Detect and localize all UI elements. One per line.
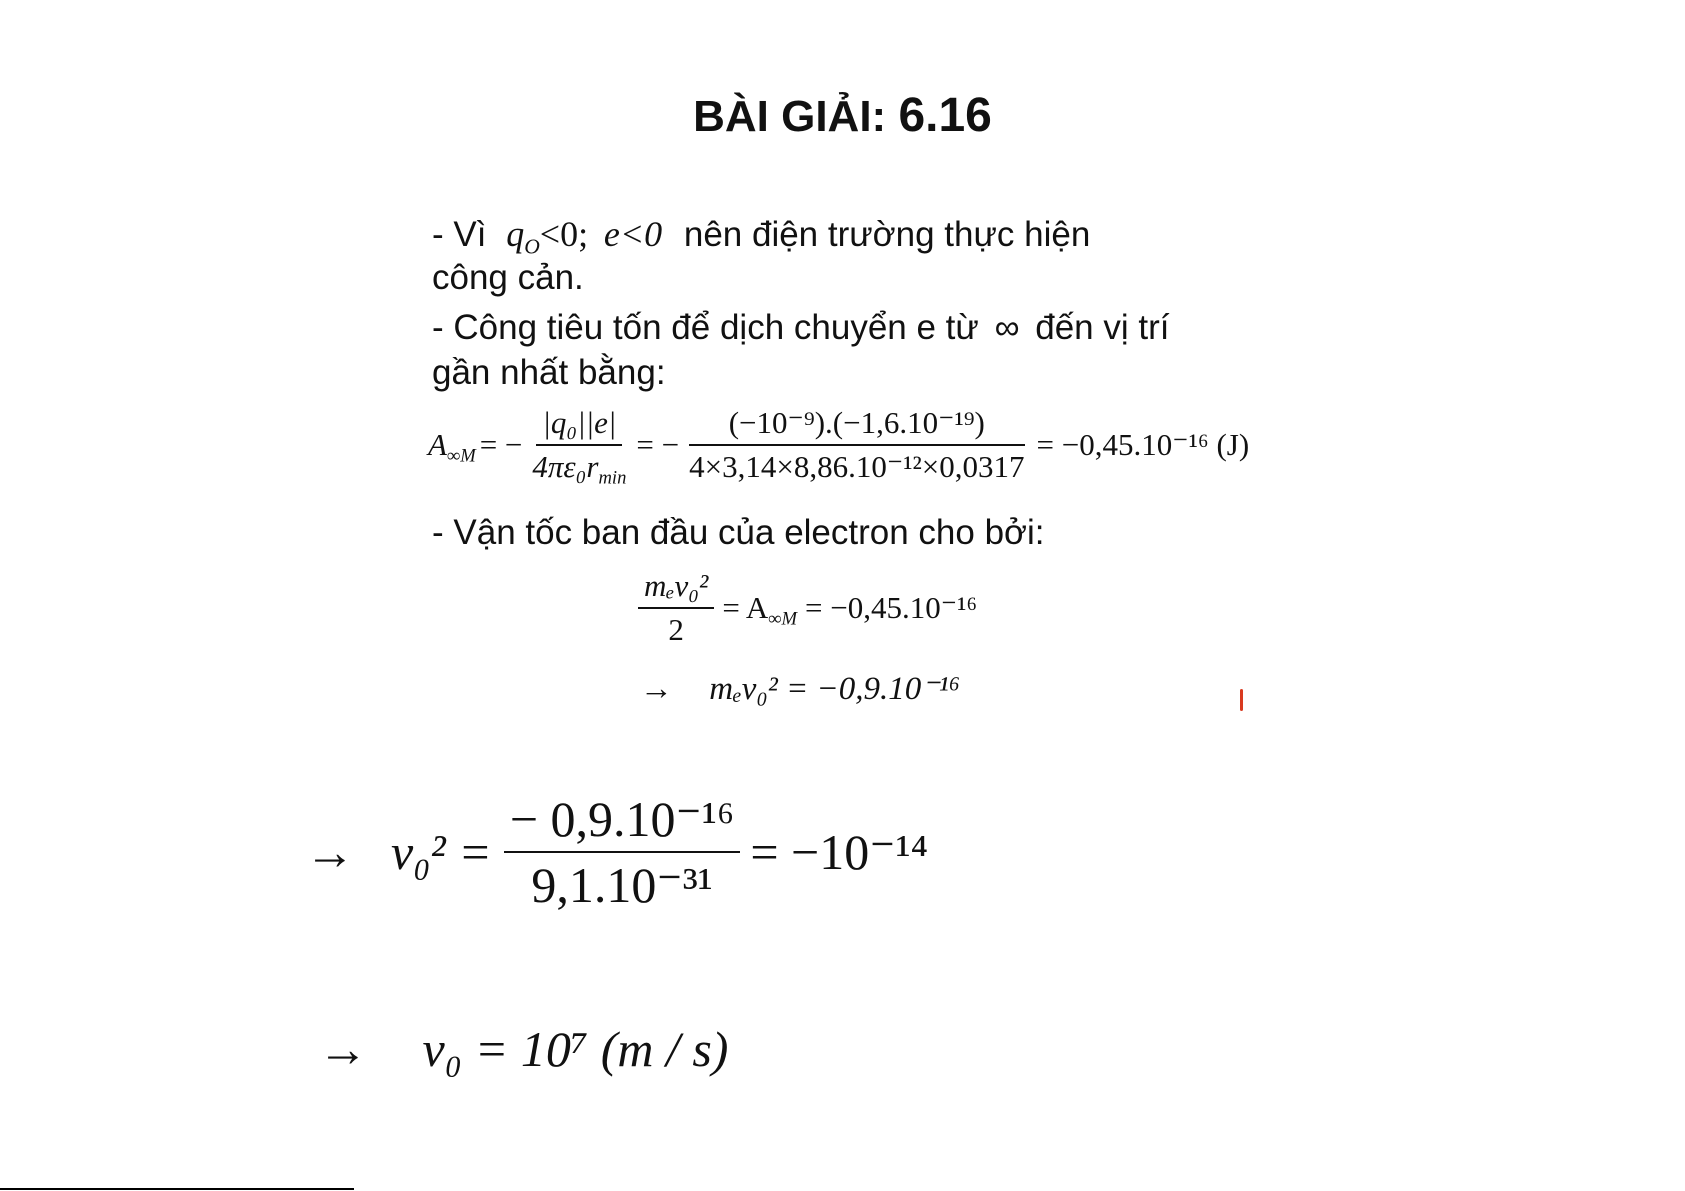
work-equation [428, 405, 1250, 489]
eq5-arrow: → [318, 1021, 368, 1077]
title-number: 6.16 [898, 89, 992, 142]
eq5-text: v₀ = 10⁷ (m / s) [422, 1021, 729, 1077]
para2-text-a: - Công tiêu tốn để dịch chuyển e từ [432, 308, 979, 347]
mv2-equation [640, 668, 960, 708]
cond-e: e<0 [603, 214, 663, 254]
eq1-result: = −0,45.10⁻¹⁶ (J) [1036, 427, 1250, 462]
para1-prefix: - Vì [432, 215, 487, 254]
para2-line1 [432, 308, 1169, 348]
title-label: BÀI GIẢI: [693, 92, 887, 141]
v0-squared-equation [305, 790, 928, 914]
eq1-equals-minus: = − [479, 427, 523, 462]
eq2-fraction: $\frac{\text{mₑv₀²}}{2}$ [638, 568, 714, 648]
infinity-symbol: ∞ [994, 308, 1020, 347]
para1-line1 [432, 213, 1091, 259]
red-cursor-mark [1240, 689, 1243, 711]
eq4-arrow: → [305, 824, 355, 880]
eq2-value: = −0,45.10⁻¹⁶ [805, 590, 978, 625]
para2-text-b: đến vị trí [1035, 308, 1170, 347]
eq3-text: mₑv₀² = −0,9.10⁻¹⁶ [709, 671, 961, 707]
cond-q: $q_O$ [506, 214, 540, 259]
work-symbol: $A_{\infty M}$ [428, 427, 476, 467]
para3-line: - Vận tốc ban đầu của electron cho bởi: [432, 513, 1045, 552]
footnote-rule [0, 1188, 354, 1190]
para2-line2: gần nhất bằng: [432, 353, 666, 392]
para1-line2: công cản. [432, 258, 584, 297]
eq1-fraction-symbolic: $\frac{\text{|q₀||e|}}{4\pi\varepsilon_0r_{min}}$ [532, 405, 627, 489]
eq4-fraction: $\frac{\text{− 0,9.10⁻¹⁶}}{\text{9,1.10⁻³¹}}$ [504, 790, 741, 914]
eq3-arrow: → [640, 671, 673, 707]
para1-suffix: nên điện trường thực hiện [683, 215, 1091, 254]
eq1-equals-minus-2: = − [636, 427, 680, 462]
kinetic-equation [638, 568, 977, 648]
eq4-lhs: v₀² = [391, 824, 492, 880]
cond-rest: <0; [539, 214, 589, 254]
eq2-rhs: = $A_{\infty M}$ [722, 590, 798, 630]
eq1-fraction-numeric: $\frac{\text{(−10⁻⁹).(−1,6.10⁻¹⁹)}}{\text{4×3,14×8,86.10⁻¹²×0,0317}}$ [689, 405, 1025, 484]
v0-equation [318, 1020, 728, 1078]
eq4-rhs: = −10⁻¹⁴ [750, 824, 929, 880]
page-title [0, 88, 1685, 143]
